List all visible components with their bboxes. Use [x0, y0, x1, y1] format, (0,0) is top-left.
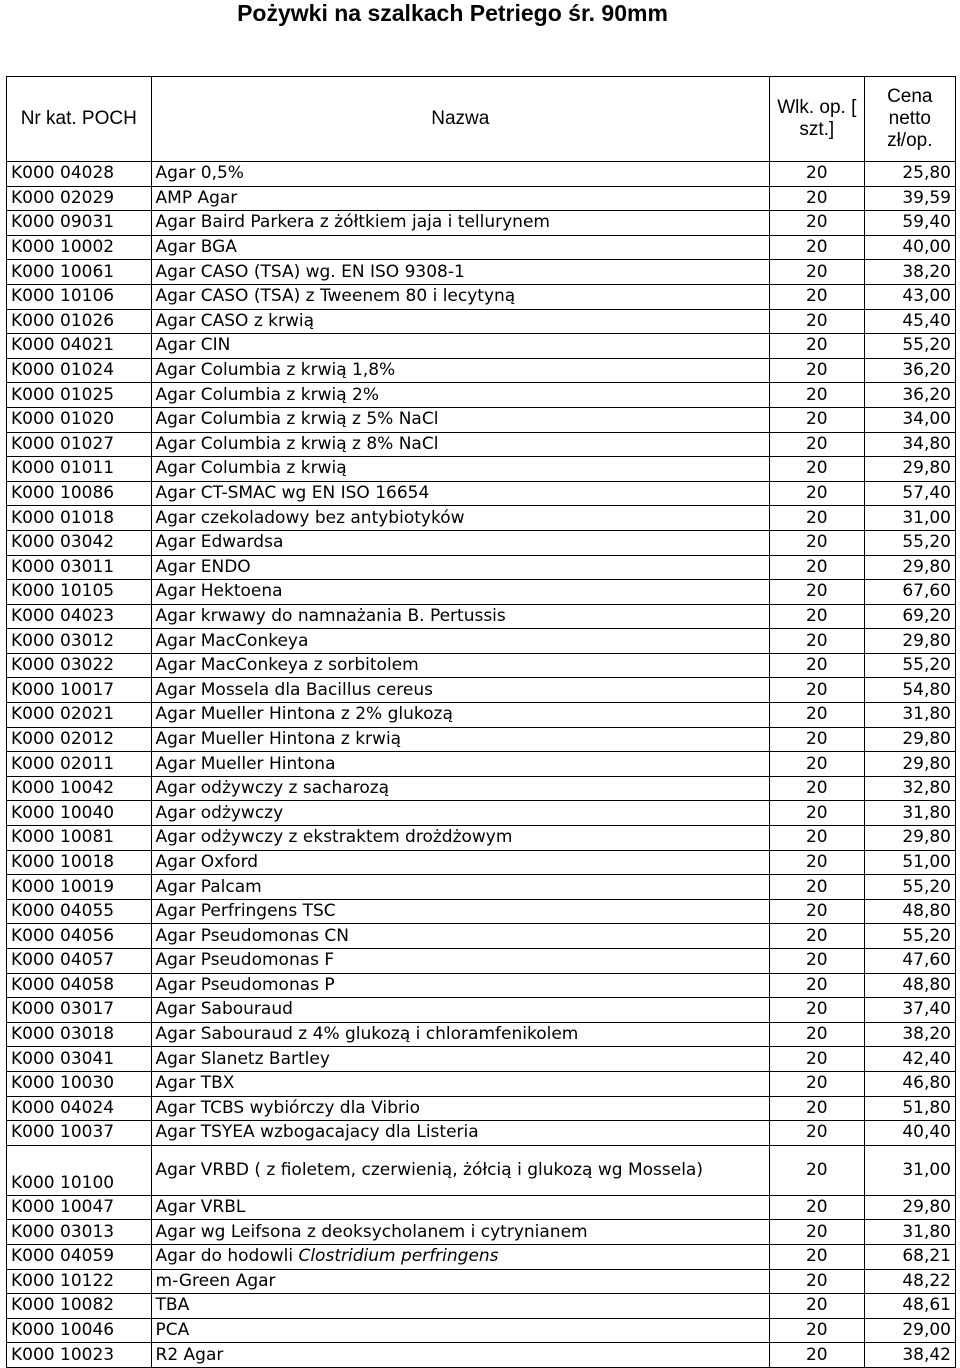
table-row [7, 1294, 956, 1319]
product-name-cell: R2 Agar [151, 1343, 769, 1368]
table-row [7, 309, 956, 334]
catalog-number-cell: K000 03013 [7, 1220, 152, 1245]
package-size-cell: 20 [770, 1318, 865, 1343]
catalog-number-cell: K000 10023 [7, 1343, 152, 1368]
catalog-number-cell: K000 10061 [7, 260, 152, 285]
product-name-cell: Agar Sabouraud [151, 998, 769, 1023]
package-size-cell: 20 [770, 432, 865, 457]
net-price-cell: 48,22 [864, 1269, 955, 1294]
product-name-cell: Agar BGA [151, 235, 769, 260]
net-price-cell: 67,60 [864, 580, 955, 605]
product-name-cell: Agar Slanetz Bartley [151, 1047, 769, 1072]
catalog-number-cell: K000 10100 [7, 1145, 152, 1195]
table-row [7, 998, 956, 1023]
catalog-number-cell: K000 03022 [7, 653, 152, 678]
product-name-cell: Agar wg Leifsona z deoksycholanem i cytrynianem [151, 1220, 769, 1245]
catalog-number-cell: K000 10106 [7, 284, 152, 309]
table-row [7, 432, 956, 457]
catalog-number-cell: K000 10122 [7, 1269, 152, 1294]
table-header-row [7, 77, 956, 162]
catalog-number-cell: K000 04024 [7, 1096, 152, 1121]
table-row [7, 678, 956, 703]
package-size-cell: 20 [770, 899, 865, 924]
package-size-cell: 20 [770, 457, 865, 482]
product-name-cell: Agar Mueller Hintona [151, 752, 769, 777]
package-size-cell: 20 [770, 407, 865, 432]
table-row [7, 407, 956, 432]
package-size-cell: 20 [770, 678, 865, 703]
net-price-cell: 59,40 [864, 211, 955, 236]
table-row [7, 727, 956, 752]
product-name-cell: Agar Columbia z krwią 1,8% [151, 358, 769, 383]
package-size-cell: 20 [770, 1343, 865, 1368]
product-name-cell: Agar odżywczy z sacharozą [151, 776, 769, 801]
table-row [7, 1145, 956, 1195]
product-name-cell: Agar ENDO [151, 555, 769, 580]
package-size-cell: 20 [770, 875, 865, 900]
catalog-number-cell: K000 01027 [7, 432, 152, 457]
table-row [7, 555, 956, 580]
net-price-cell: 51,00 [864, 850, 955, 875]
catalog-number-cell: K000 10086 [7, 481, 152, 506]
organism-name-italic: Clostridium perfringens [298, 1246, 499, 1267]
package-size-cell: 20 [770, 1269, 865, 1294]
package-size-cell: 20 [770, 1195, 865, 1220]
price-table [6, 76, 956, 1368]
net-price-cell: 36,20 [864, 358, 955, 383]
table-row [7, 1244, 956, 1269]
package-size-cell: 20 [770, 850, 865, 875]
package-size-cell: 20 [770, 703, 865, 728]
table-row [7, 604, 956, 629]
net-price-cell: 55,20 [864, 334, 955, 359]
catalog-number-cell: K000 03042 [7, 530, 152, 555]
catalog-number-cell: K000 02029 [7, 186, 152, 211]
package-size-cell: 20 [770, 949, 865, 974]
net-price-cell: 31,00 [864, 1145, 955, 1195]
table-row [7, 973, 956, 998]
product-name-cell: Agar TSYEA wzbogacajacy dla Listeria [151, 1121, 769, 1146]
catalog-number-cell: K000 09031 [7, 211, 152, 236]
catalog-number-cell: K000 04058 [7, 973, 152, 998]
catalog-number-cell: K000 03011 [7, 555, 152, 580]
package-size-cell: 20 [770, 604, 865, 629]
header-package-size: Wlk. op. [ szt.] [770, 77, 865, 162]
net-price-cell: 45,40 [864, 309, 955, 334]
catalog-number-cell: K000 02012 [7, 727, 152, 752]
package-size-cell: 20 [770, 1096, 865, 1121]
catalog-number-cell: K000 10040 [7, 801, 152, 826]
package-size-cell: 20 [770, 629, 865, 654]
net-price-cell: 48,61 [864, 1294, 955, 1319]
net-price-cell: 40,40 [864, 1121, 955, 1146]
catalog-number-cell: K000 04057 [7, 949, 152, 974]
package-size-cell: 20 [770, 752, 865, 777]
table-row [7, 826, 956, 851]
table-row [7, 1195, 956, 1220]
package-size-cell: 20 [770, 973, 865, 998]
net-price-cell: 29,80 [864, 826, 955, 851]
net-price-cell: 38,20 [864, 1022, 955, 1047]
package-size-cell: 20 [770, 481, 865, 506]
net-price-cell: 38,20 [864, 260, 955, 285]
catalog-number-cell: K000 03018 [7, 1022, 152, 1047]
catalog-number-cell: K000 01024 [7, 358, 152, 383]
catalog-number-cell: K000 03012 [7, 629, 152, 654]
package-size-cell: 20 [770, 1145, 865, 1195]
product-name-cell: Agar MacConkeya [151, 629, 769, 654]
net-price-cell: 29,80 [864, 457, 955, 482]
net-price-cell: 29,80 [864, 629, 955, 654]
table-row [7, 1318, 956, 1343]
package-size-cell: 20 [770, 1220, 865, 1245]
table-row [7, 1343, 956, 1368]
product-name-cell: Agar Columbia z krwią [151, 457, 769, 482]
package-size-cell: 20 [770, 801, 865, 826]
catalog-number-cell: K000 10018 [7, 850, 152, 875]
product-name-cell: Agar MacConkeya z sorbitolem [151, 653, 769, 678]
product-name-cell: Agar Columbia z krwią z 8% NaCl [151, 432, 769, 457]
catalog-number-cell: K000 04056 [7, 924, 152, 949]
product-name-text: Agar do hodowli [155, 1246, 299, 1267]
net-price-cell: 42,40 [864, 1047, 955, 1072]
table-row [7, 629, 956, 654]
product-name-cell [151, 1244, 769, 1269]
net-price-cell: 55,20 [864, 530, 955, 555]
table-row [7, 850, 956, 875]
net-price-cell: 31,80 [864, 801, 955, 826]
product-name-cell: Agar CASO (TSA) wg. EN ISO 9308-1 [151, 260, 769, 285]
package-size-cell: 20 [770, 727, 865, 752]
net-price-cell: 36,20 [864, 383, 955, 408]
table-row [7, 260, 956, 285]
net-price-cell: 46,80 [864, 1071, 955, 1096]
net-price-cell: 31,80 [864, 1220, 955, 1245]
product-name-cell: m-Green Agar [151, 1269, 769, 1294]
table-row [7, 211, 956, 236]
catalog-number-cell: K000 01011 [7, 457, 152, 482]
catalog-number-cell: K000 10002 [7, 235, 152, 260]
table-row [7, 1071, 956, 1096]
catalog-number-cell: K000 10019 [7, 875, 152, 900]
net-price-cell: 40,00 [864, 235, 955, 260]
table-row [7, 383, 956, 408]
table-row [7, 530, 956, 555]
product-name-cell: Agar Baird Parkera z żółtkiem jaja i tellurynem [151, 211, 769, 236]
package-size-cell: 20 [770, 309, 865, 334]
package-size-cell: 20 [770, 162, 865, 187]
net-price-cell: 54,80 [864, 678, 955, 703]
product-name-cell: Agar Oxford [151, 850, 769, 875]
product-name-cell: PCA [151, 1318, 769, 1343]
net-price-cell: 29,80 [864, 727, 955, 752]
table-row [7, 284, 956, 309]
product-name-cell: Agar czekoladowy bez antybiotyków [151, 506, 769, 531]
table-row [7, 1220, 956, 1245]
net-price-cell: 43,00 [864, 284, 955, 309]
catalog-number-cell: K000 01020 [7, 407, 152, 432]
product-name-cell: Agar Columbia z krwią z 5% NaCl [151, 407, 769, 432]
table-row [7, 752, 956, 777]
net-price-cell: 55,20 [864, 875, 955, 900]
table-row [7, 334, 956, 359]
table-row [7, 776, 956, 801]
net-price-cell: 55,20 [864, 653, 955, 678]
table-row [7, 186, 956, 211]
catalog-number-cell: K000 03017 [7, 998, 152, 1023]
table-row [7, 703, 956, 728]
package-size-cell: 20 [770, 383, 865, 408]
product-name-cell: Agar odżywczy z ekstraktem drożdżowym [151, 826, 769, 851]
net-price-cell: 48,80 [864, 899, 955, 924]
product-name-cell: Agar odżywczy [151, 801, 769, 826]
catalog-number-cell: K000 10047 [7, 1195, 152, 1220]
net-price-cell: 68,21 [864, 1244, 955, 1269]
table-row [7, 1096, 956, 1121]
product-name-cell: Agar Palcam [151, 875, 769, 900]
net-price-cell: 31,00 [864, 506, 955, 531]
net-price-cell: 25,80 [864, 162, 955, 187]
net-price-cell: 32,80 [864, 776, 955, 801]
product-name-cell: Agar Perfringens TSC [151, 899, 769, 924]
catalog-number-cell: K000 10042 [7, 776, 152, 801]
package-size-cell: 20 [770, 1022, 865, 1047]
catalog-number-cell: K000 10030 [7, 1071, 152, 1096]
product-name-cell: Agar CASO z krwią [151, 309, 769, 334]
catalog-number-cell: K000 10037 [7, 1121, 152, 1146]
catalog-number-cell: K000 04023 [7, 604, 152, 629]
table-row [7, 457, 956, 482]
header-catalog-number: Nr kat. POCH [7, 77, 152, 162]
catalog-number-cell: K000 02011 [7, 752, 152, 777]
product-name-cell: Agar Pseudomonas CN [151, 924, 769, 949]
catalog-number-cell: K000 03041 [7, 1047, 152, 1072]
net-price-cell: 39,59 [864, 186, 955, 211]
product-name-cell: Agar TCBS wybiórczy dla Vibrio [151, 1096, 769, 1121]
package-size-cell: 20 [770, 776, 865, 801]
page-title: Pożywki na szalkach Petriego śr. 90mm [237, 0, 668, 26]
net-price-cell: 38,42 [864, 1343, 955, 1368]
catalog-number-cell: K000 10046 [7, 1318, 152, 1343]
net-price-cell: 69,20 [864, 604, 955, 629]
table-row [7, 1269, 956, 1294]
catalog-number-cell: K000 10017 [7, 678, 152, 703]
header-name: Nazwa [151, 77, 769, 162]
product-name-cell: Agar CASO (TSA) z Tweenem 80 i lecytyną [151, 284, 769, 309]
table-row [7, 580, 956, 605]
net-price-cell: 34,80 [864, 432, 955, 457]
net-price-cell: 29,80 [864, 752, 955, 777]
net-price-cell: 37,40 [864, 998, 955, 1023]
catalog-number-cell: K000 04055 [7, 899, 152, 924]
table-row [7, 653, 956, 678]
table-row [7, 506, 956, 531]
package-size-cell: 20 [770, 1121, 865, 1146]
package-size-cell: 20 [770, 998, 865, 1023]
product-name-cell: Agar krwawy do namnażania B. Pertussis [151, 604, 769, 629]
product-name-cell: Agar Pseudomonas P [151, 973, 769, 998]
package-size-cell: 20 [770, 1047, 865, 1072]
package-size-cell: 20 [770, 334, 865, 359]
net-price-cell: 29,80 [864, 555, 955, 580]
net-price-cell: 48,80 [864, 973, 955, 998]
package-size-cell: 20 [770, 924, 865, 949]
catalog-number-cell: K000 01025 [7, 383, 152, 408]
net-price-cell: 55,20 [864, 924, 955, 949]
package-size-cell: 20 [770, 358, 865, 383]
package-size-cell: 20 [770, 506, 865, 531]
product-name-cell: Agar Mossela dla Bacillus cereus [151, 678, 769, 703]
package-size-cell: 20 [770, 826, 865, 851]
net-price-cell: 29,80 [864, 1195, 955, 1220]
table-row [7, 1047, 956, 1072]
table-row [7, 358, 956, 383]
net-price-cell: 51,80 [864, 1096, 955, 1121]
package-size-cell: 20 [770, 530, 865, 555]
catalog-number-cell: K000 02021 [7, 703, 152, 728]
catalog-number-cell: K000 01018 [7, 506, 152, 531]
package-size-cell: 20 [770, 555, 865, 580]
catalog-number-cell: K000 04059 [7, 1244, 152, 1269]
product-name-cell: Agar VRBD ( z fioletem, czerwienią, żółcią i glukozą wg Mossela) [151, 1145, 769, 1195]
catalog-number-cell: K000 10105 [7, 580, 152, 605]
product-name-cell: Agar Mueller Hintona z krwią [151, 727, 769, 752]
table-row [7, 899, 956, 924]
product-name-cell: Agar Hektoena [151, 580, 769, 605]
product-name-cell: Agar Columbia z krwią 2% [151, 383, 769, 408]
package-size-cell: 20 [770, 1294, 865, 1319]
package-size-cell: 20 [770, 1071, 865, 1096]
table-row [7, 875, 956, 900]
net-price-cell: 29,00 [864, 1318, 955, 1343]
product-name-cell: TBA [151, 1294, 769, 1319]
catalog-number-cell: K000 10082 [7, 1294, 152, 1319]
product-name-cell: Agar VRBL [151, 1195, 769, 1220]
product-name-cell: Agar Sabouraud z 4% glukozą i chloramfenikolem [151, 1022, 769, 1047]
product-name-cell: Agar CT-SMAC wg EN ISO 16654 [151, 481, 769, 506]
catalog-number-cell: K000 10081 [7, 826, 152, 851]
table-row [7, 801, 956, 826]
package-size-cell: 20 [770, 211, 865, 236]
product-name-cell: Agar Mueller Hintona z 2% glukozą [151, 703, 769, 728]
catalog-number-cell: K000 04021 [7, 334, 152, 359]
net-price-cell: 31,80 [864, 703, 955, 728]
package-size-cell: 20 [770, 1244, 865, 1269]
table-row [7, 949, 956, 974]
product-name-cell: Agar TBX [151, 1071, 769, 1096]
table-row [7, 162, 956, 187]
product-name-cell: AMP Agar [151, 186, 769, 211]
catalog-number-cell: K000 01026 [7, 309, 152, 334]
package-size-cell: 20 [770, 653, 865, 678]
table-row [7, 1121, 956, 1146]
header-net-price: Cena netto zł/op. [864, 77, 955, 162]
package-size-cell: 20 [770, 580, 865, 605]
catalog-number-cell: K000 04028 [7, 162, 152, 187]
product-name-cell: Agar Pseudomonas F [151, 949, 769, 974]
table-row [7, 1022, 956, 1047]
package-size-cell: 20 [770, 235, 865, 260]
net-price-cell: 47,60 [864, 949, 955, 974]
net-price-cell: 34,00 [864, 407, 955, 432]
product-name-cell: Agar Edwardsa [151, 530, 769, 555]
net-price-cell: 57,40 [864, 481, 955, 506]
table-row [7, 924, 956, 949]
product-name-cell: Agar 0,5% [151, 162, 769, 187]
package-size-cell: 20 [770, 260, 865, 285]
package-size-cell: 20 [770, 186, 865, 211]
product-name-cell: Agar CIN [151, 334, 769, 359]
table-row [7, 481, 956, 506]
table-row [7, 235, 956, 260]
package-size-cell: 20 [770, 284, 865, 309]
